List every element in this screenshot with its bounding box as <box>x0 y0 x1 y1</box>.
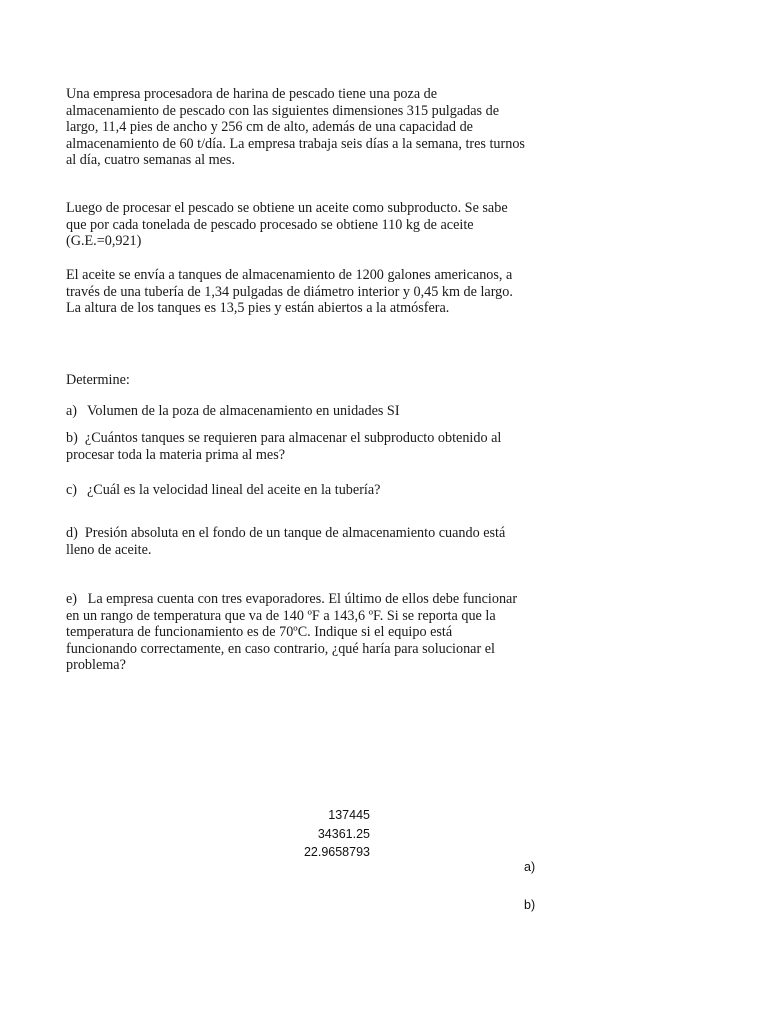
question-text: La empresa cuenta con tres evaporadores. El último de ellos debe funcionar en un rango de temperatura que va de 140 ºF a 143,6 ºF. Si se reporta que la temperatura de funcionamiento es de 70ºC. Indique si el equipo está funcionando correctamente, en caso contrario, ¿qué haría para solucionar el problema? <box>66 591 518 674</box>
question-d <box>66 525 526 558</box>
question-c <box>66 482 526 499</box>
question-label: b) <box>66 430 78 446</box>
calc-value: 22.9658793 <box>303 845 370 859</box>
question-a <box>66 403 526 420</box>
question-label: a) <box>66 403 78 419</box>
question-b <box>66 430 526 463</box>
paragraph-oil: Luego de procesar el pescado se obtiene un aceite como subproducto. Se sabe que por cada tonelada de pescado procesado se obtiene 110 kg de aceite (G.E.=0,921) <box>66 200 508 250</box>
question-text: Presión absoluta en el fondo de un tanque de almacenamiento cuando está lleno de aceite. <box>66 525 506 558</box>
question-e <box>66 591 526 674</box>
calc-value: 34361.25 <box>317 826 370 841</box>
question-label: d) <box>66 525 78 541</box>
question-text: ¿Cuántos tanques se requieren para almacenar el subproducto obtenido al procesar toda la materia prima al mes? <box>66 430 502 463</box>
calc-value: 137445 <box>328 808 370 822</box>
question-label: c) <box>66 482 78 498</box>
calc-label-b: b) <box>524 898 536 912</box>
question-text: Volumen de la poza de almacenamiento en unidades SI <box>87 403 400 419</box>
calculation-values <box>304 806 370 862</box>
paragraph-pool: Una empresa procesadora de harina de pescado tiene una poza de almacenamiento de pescado con las siguientes dimensiones 315 pulgadas de largo, 11,4 pies de ancho y 256 cm de alto, además de una capacidad de almacenamiento de 60 t/día. La empresa trabaja seis días a la semana, tres turnos al día, cuatro semanas al mes. <box>66 86 525 169</box>
question-text: ¿Cuál es la velocidad lineal del aceite en la tubería? <box>87 482 381 498</box>
paragraph-tanks: El aceite se envía a tanques de almacenamiento de 1200 galones americanos, a través de una tubería de 1,34 pulgadas de diámetro interior y 0,45 km de largo. La altura de los tanques es 13,5 pies y están abiertos a la atmósfera. <box>66 267 513 317</box>
question-label: e) <box>66 591 78 607</box>
calc-label-a: a) <box>524 860 536 874</box>
determine-heading: Determine: <box>66 372 130 388</box>
